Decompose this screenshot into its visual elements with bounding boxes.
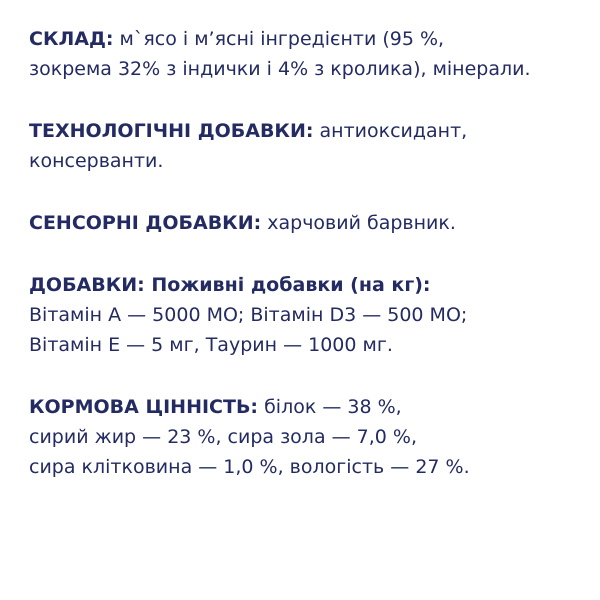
section-line: зокрема 32% з індички і 4% з кролика), мінерали. [29,58,531,80]
section-feed-value [29,392,589,482]
section-text: харчовий барвник. [261,212,456,234]
section-label: ТЕХНОЛОГІЧНІ ДОБАВКИ: [29,120,314,142]
section-text: м`ясо і м’ясні інгредієнти (95 %, [113,28,445,50]
section-line [29,208,589,238]
section-technological-additives [29,116,589,176]
section-line: сирий жир — 23 %, сира зола — 7,0 %, [29,426,418,448]
section-label: КОРМОВА ЦІННІСТЬ: [29,396,259,418]
section-label: ДОБАВКИ: Поживні добавки (на кг): [29,274,431,296]
section-text: білок — 38 %, [258,396,402,418]
section-line [29,392,589,422]
section-label: СКЛАД: [29,28,114,50]
section-composition [29,24,589,84]
section-sensory-additives [29,208,589,238]
section-line [29,270,589,300]
section-line [29,116,589,146]
section-line [29,24,589,54]
section-label: СЕНСОРНІ ДОБАВКИ: [29,212,262,234]
section-line: Вітамін Е — 5 мг, Таурин — 1000 мг. [29,334,393,356]
section-line: Вітамін А — 5000 МО; Вітамін D3 — 500 МО; [29,304,468,326]
section-additives [29,270,589,360]
section-line: сира клітковина — 1,0 %, вологість — 27 %. [29,456,470,478]
section-text: антиоксидант, [313,120,468,142]
section-line: консерванти. [29,150,164,172]
composition-text [29,24,589,514]
